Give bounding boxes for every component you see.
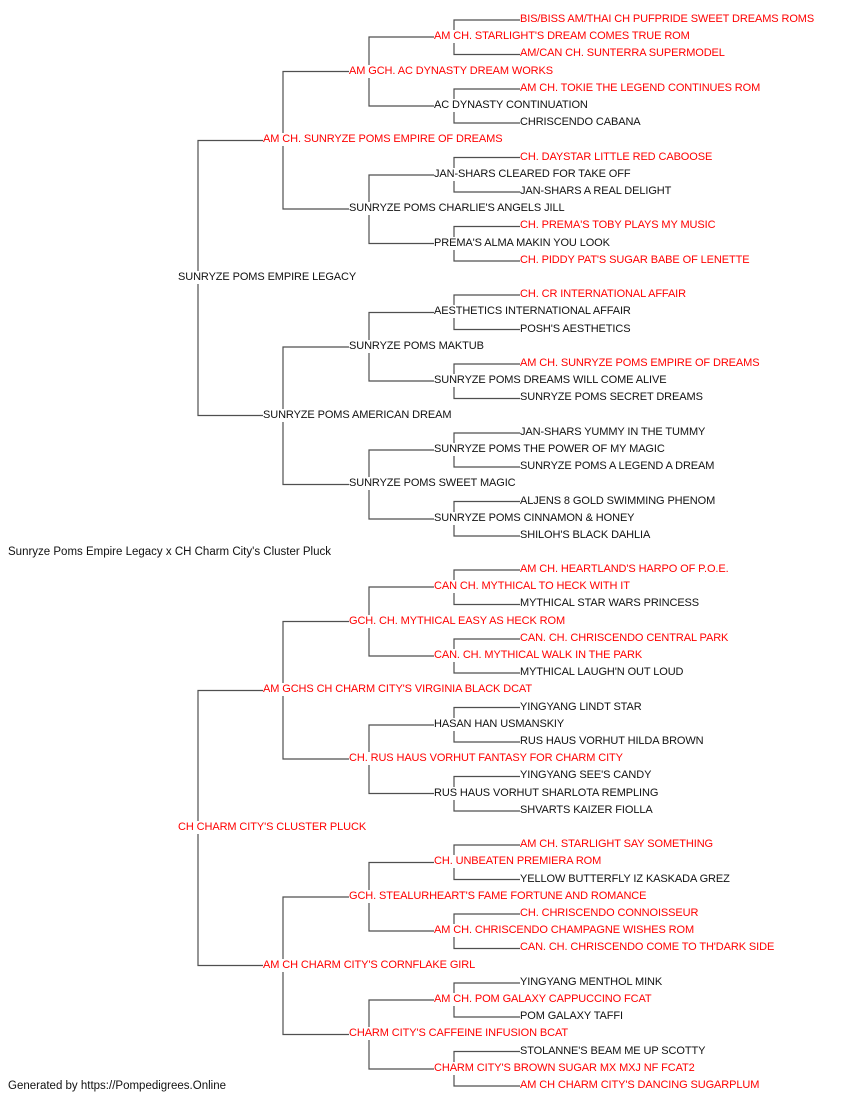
pedigree-node-champion: CH. CR INTERNATIONAL AFFAIR	[520, 288, 686, 300]
pedigree-node: SUNRYZE POMS SWEET MAGIC	[349, 477, 516, 489]
pedigree-node: YINGYANG SEE'S CANDY	[520, 769, 652, 781]
pedigree-node: SUNRYZE POMS SECRET DREAMS	[520, 391, 703, 403]
pedigree-node: YINGYANG MENTHOL MINK	[520, 976, 663, 988]
pedigree-node-champion: AM CH. STARLIGHT SAY SOMETHING	[520, 838, 713, 850]
breeding-pair-title: Sunryze Poms Empire Legacy x CH Charm City's Cluster Pluck	[8, 546, 332, 558]
pedigree-node-champion: AM CH. CHRISCENDO CHAMPAGNE WISHES ROM	[434, 924, 695, 936]
pedigree-node-champion: AM CH. TOKIE THE LEGEND CONTINUES ROM	[520, 82, 761, 94]
pedigree-node: MYTHICAL STAR WARS PRINCESS	[520, 597, 700, 609]
pedigree-node: SUNRYZE POMS AMERICAN DREAM	[263, 409, 452, 421]
pedigree-node: MYTHICAL LAUGH'N OUT LOUD	[520, 666, 684, 678]
pedigree-node-champion: BIS/BISS AM/THAI CH PUFPRIDE SWEET DREAMS ROMS	[520, 13, 815, 25]
pedigree-node-champion: CAN. CH. CHRISCENDO COME TO TH'DARK SIDE	[520, 941, 775, 953]
pedigree-node-champion: CAN. CH. CHRISCENDO CENTRAL PARK	[520, 632, 729, 644]
pedigree-node-champion: CH. PIDDY PAT'S SUGAR BABE OF LENETTE	[520, 254, 750, 266]
pedigree-node-champion: CH. UNBEATEN PREMIERA ROM	[434, 855, 602, 867]
pedigree-node: JAN-SHARS YUMMY IN THE TUMMY	[520, 426, 706, 438]
pedigree-node-champion: AM CH. STARLIGHT'S DREAM COMES TRUE ROM	[434, 30, 690, 42]
pedigree-node: AESTHETICS INTERNATIONAL AFFAIR	[434, 305, 631, 317]
pedigree-node-champion: CAN. CH. MYTHICAL WALK IN THE PARK	[434, 649, 643, 661]
pedigree-node-champion: AM CH. HEARTLAND'S HARPO OF P.O.E.	[520, 563, 729, 575]
pedigree-node: ALJENS 8 GOLD SWIMMING PHENOM	[520, 495, 716, 507]
pedigree-node-champion: CH CHARM CITY'S CLUSTER PLUCK	[178, 821, 367, 833]
pedigree-node: SUNRYZE POMS CHARLIE'S ANGELS JILL	[349, 202, 565, 214]
pedigree-node-champion: CHARM CITY'S BROWN SUGAR MX MXJ NF FCAT2	[434, 1062, 695, 1074]
pedigree-node: JAN-SHARS A REAL DELIGHT	[520, 185, 672, 197]
pedigree-node-champion: AM GCHS CH CHARM CITY'S VIRGINIA BLACK DCAT	[263, 683, 532, 695]
pedigree-node-champion: CH. CHRISCENDO CONNOISSEUR	[520, 907, 699, 919]
pedigree-node: SUNRYZE POMS A LEGEND A DREAM	[520, 460, 715, 472]
pedigree-node: SHVARTS KAIZER FIOLLA	[520, 804, 653, 816]
pedigree-node: RUS HAUS VORHUT SHARLOTA REMPLING	[434, 787, 659, 799]
pedigree-node: POM GALAXY TAFFI	[520, 1010, 623, 1022]
pedigree-node: SUNRYZE POMS DREAMS WILL COME ALIVE	[434, 374, 667, 386]
pedigree-node-champion: CH. RUS HAUS VORHUT FANTASY FOR CHARM CITY	[349, 752, 623, 764]
pedigree-node: SUNRYZE POMS CINNAMON & HONEY	[434, 512, 635, 524]
pedigree-node: PREMA'S ALMA MAKIN YOU LOOK	[434, 237, 610, 249]
pedigree-node: STOLANNE'S BEAM ME UP SCOTTY	[520, 1045, 706, 1057]
pedigree-node-champion: GCH. CH. MYTHICAL EASY AS HECK ROM	[349, 615, 566, 627]
pedigree-node-champion: CH. PREMA'S TOBY PLAYS MY MUSIC	[520, 219, 716, 231]
pedigree-node-champion: CH. DAYSTAR LITTLE RED CABOOSE	[520, 151, 713, 163]
pedigree-node: SUNRYZE POMS EMPIRE LEGACY	[178, 271, 357, 283]
pedigree-node: POSH'S AESTHETICS	[520, 323, 631, 335]
pedigree-node-champion: AM CH. POM GALAXY CAPPUCCINO FCAT	[434, 993, 652, 1005]
pedigree-node: AC DYNASTY CONTINUATION	[434, 99, 588, 111]
pedigree-node: CHRISCENDO CABANA	[520, 116, 641, 128]
pedigree-node: SHILOH'S BLACK DAHLIA	[520, 529, 651, 541]
generator-credit: Generated by https://Pompedigrees.Online	[8, 1080, 226, 1092]
pedigree-node-champion: AM GCH. AC DYNASTY DREAM WORKS	[349, 65, 553, 77]
pedigree-node-champion: GCH. STEALURHEART'S FAME FORTUNE AND ROMANCE	[349, 890, 647, 902]
pedigree-node-champion: AM CH CHARM CITY'S CORNFLAKE GIRL	[263, 959, 476, 971]
pedigree-node-champion: AM/CAN CH. SUNTERRA SUPERMODEL	[520, 47, 725, 59]
pedigree-node: JAN-SHARS CLEARED FOR TAKE OFF	[434, 168, 631, 180]
pedigree-node: YINGYANG LINDT STAR	[520, 701, 642, 713]
pedigree-node: SUNRYZE POMS MAKTUB	[349, 340, 484, 352]
pedigree-node: YELLOW BUTTERFLY IZ KASKADA GREZ	[520, 873, 730, 885]
pedigree-node: SUNRYZE POMS THE POWER OF MY MAGIC	[434, 443, 665, 455]
pedigree-node-champion: CHARM CITY'S CAFFEINE INFUSION BCAT	[349, 1027, 569, 1039]
pedigree-node: HASAN HAN USMANSKIY	[434, 718, 565, 730]
pedigree-node: RUS HAUS VORHUT HILDA BROWN	[520, 735, 704, 747]
pedigree-node-champion: AM CH CHARM CITY'S DANCING SUGARPLUM	[520, 1079, 760, 1091]
pedigree-node-champion: AM CH. SUNRYZE POMS EMPIRE OF DREAMS	[263, 133, 503, 145]
pedigree-node-champion: CAN CH. MYTHICAL TO HECK WITH IT	[434, 580, 630, 592]
pedigree-node-champion: AM CH. SUNRYZE POMS EMPIRE OF DREAMS	[520, 357, 760, 369]
